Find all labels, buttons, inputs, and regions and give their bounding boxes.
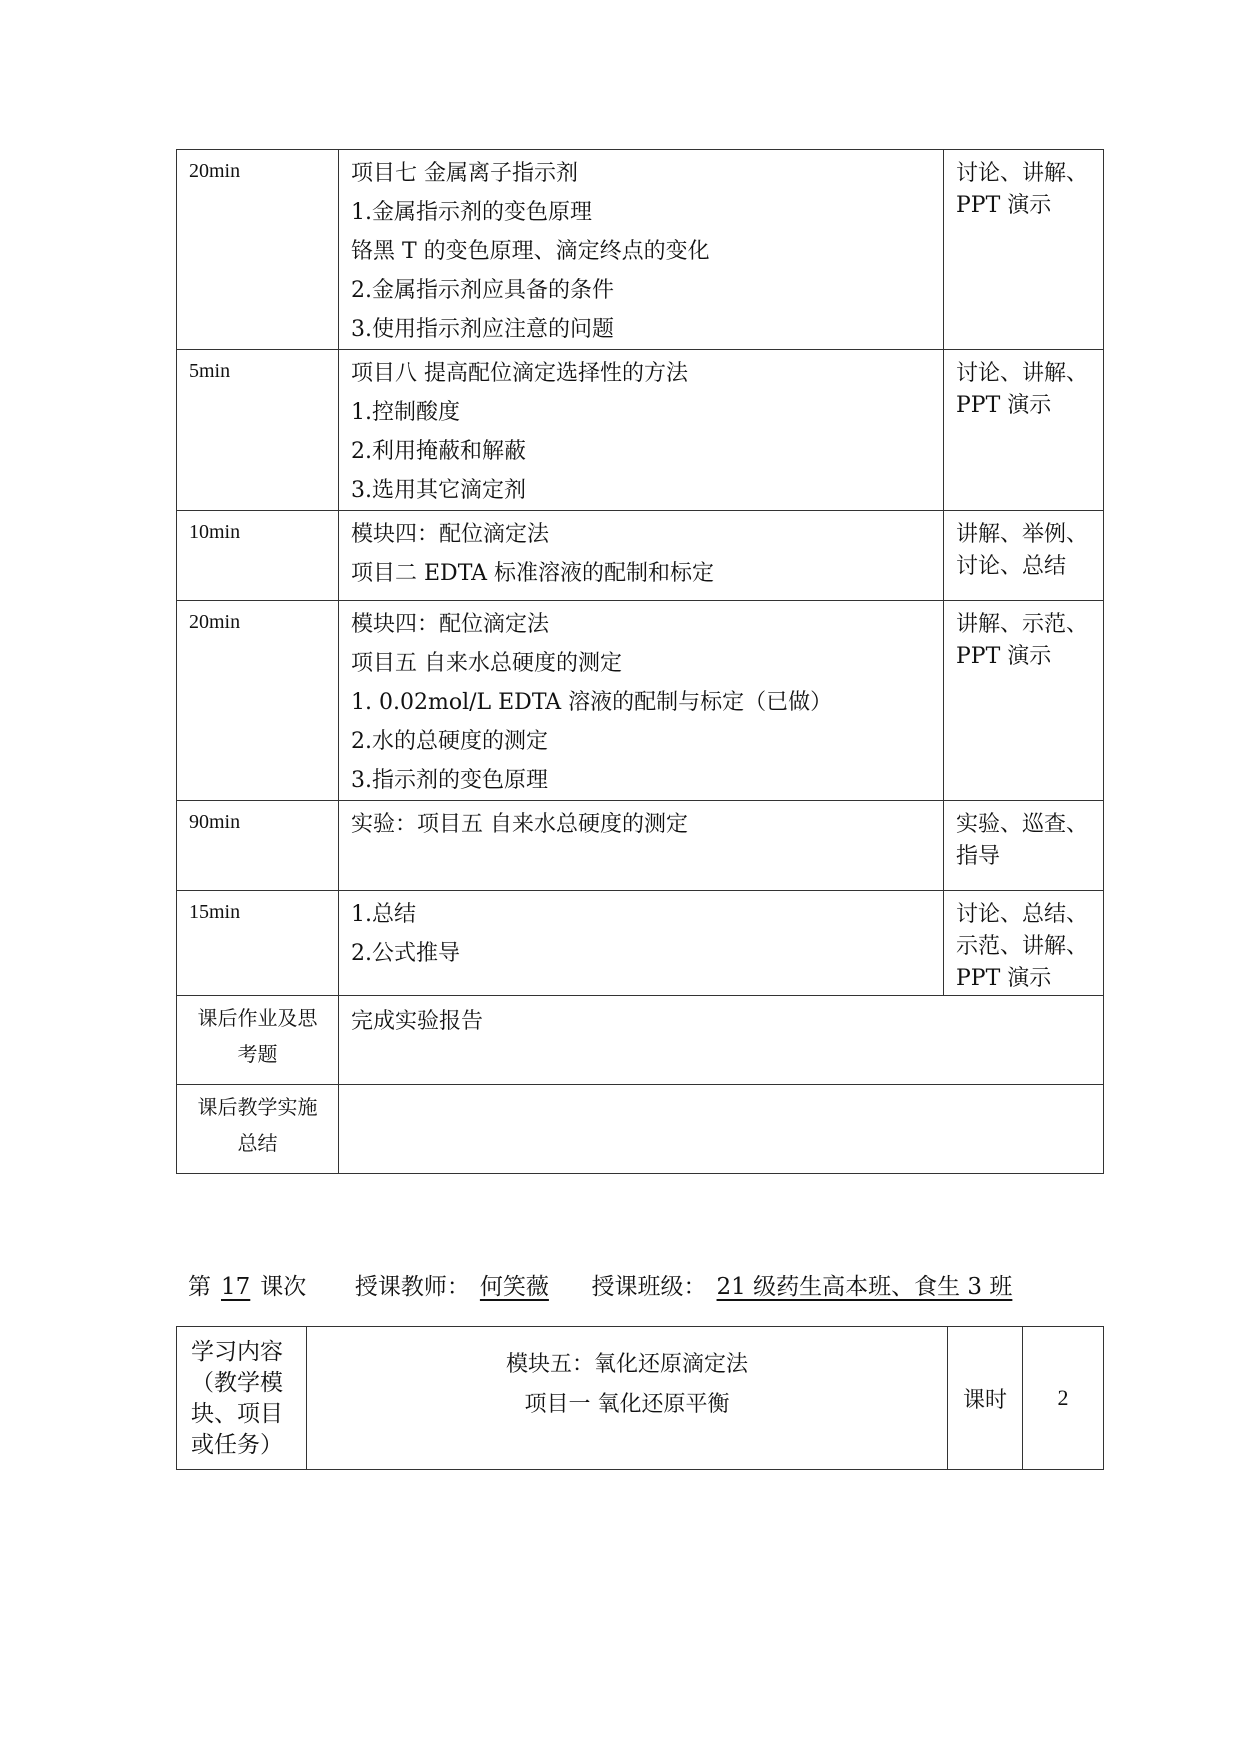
method-cell (944, 350, 1104, 511)
summary-value (339, 1085, 1104, 1174)
content-cell (339, 511, 944, 601)
method-line: 指导 (956, 844, 1001, 869)
lesson-prefix: 第 (188, 1274, 211, 1300)
label-line: 课后作业及思 (197, 1006, 318, 1030)
lesson-header (188, 1268, 1022, 1301)
content-line: 项目八 提高配位滴定选择性的方法 (351, 361, 688, 386)
method-cell (944, 601, 1104, 801)
schedule-table (176, 149, 1104, 1174)
method-line: 讨论、总结、 (956, 902, 1089, 927)
method-line: PPT 演示 (956, 644, 1052, 669)
content-cell (339, 350, 944, 511)
content-line: 3.选用其它滴定剂 (351, 478, 526, 503)
content-line: 模块四：配位滴定法 (351, 612, 550, 637)
label-line: 总结 (237, 1131, 278, 1155)
teacher-name: 何笑薇 (479, 1274, 549, 1300)
content-line: 3.使用指示剂应注意的问题 (351, 317, 614, 342)
content-cell (339, 150, 944, 350)
method-cell (944, 511, 1104, 601)
time-cell: 20min (177, 150, 339, 350)
study-table (176, 1326, 1104, 1470)
content-line: 1.金属指示剂的变色原理 (351, 200, 592, 225)
label-line: 或任务） (191, 1432, 283, 1458)
content-line: 1.控制酸度 (351, 400, 460, 425)
method-cell (944, 150, 1104, 350)
content-line: 1. 0.02mol/L EDTA 溶液的配制与标定（已做） (351, 690, 833, 715)
method-line: 示范、讲解、 (956, 934, 1089, 959)
table-row (177, 801, 1104, 891)
homework-label (177, 996, 339, 1085)
method-line: 讲解、示范、 (956, 612, 1089, 637)
homework-row (177, 996, 1104, 1085)
time-cell: 20min (177, 601, 339, 801)
study-content (307, 1327, 948, 1470)
time-cell: 90min (177, 801, 339, 891)
class-label: 授课班级： (591, 1274, 707, 1300)
lesson-number: 17 (221, 1274, 251, 1300)
method-line: 讨论、总结 (956, 554, 1067, 579)
label-line: （教学模 (191, 1370, 283, 1396)
content-line: 模块四：配位滴定法 (351, 522, 550, 547)
time-cell: 5min (177, 350, 339, 511)
study-body (177, 1327, 1104, 1470)
content-line: 3.指示剂的变色原理 (351, 768, 548, 793)
content-cell (339, 601, 944, 801)
content-line: 项目五 自来水总硬度的测定 (351, 651, 622, 676)
content-line: 项目二 EDTA 标准溶液的配制和标定 (351, 561, 715, 586)
table-row (177, 350, 1104, 511)
schedule-body (177, 150, 1104, 1174)
method-line: PPT 演示 (956, 193, 1052, 218)
lesson-suffix: 课次 (260, 1274, 307, 1300)
content-line: 1.总结 (351, 902, 416, 927)
hours-label: 课时 (948, 1327, 1023, 1470)
label-line: 考题 (237, 1042, 278, 1066)
method-line: 讲解、举例、 (956, 522, 1089, 547)
time-cell: 15min (177, 891, 339, 996)
table-row (177, 511, 1104, 601)
method-line: PPT 演示 (956, 966, 1052, 991)
content-cell (339, 891, 944, 996)
hours-value: 2 (1023, 1327, 1104, 1470)
class-name: 21 级药生高本班、食生 3 班 (716, 1274, 1013, 1300)
teacher-label: 授课教师： (354, 1274, 470, 1300)
label-line: 学习内容 (191, 1339, 283, 1365)
content-line: 2.公式推导 (351, 941, 460, 966)
content-line: 铬黑 T 的变色原理、滴定终点的变化 (351, 239, 710, 264)
content-line: 模块五：氧化还原滴定法 (505, 1352, 748, 1377)
method-cell (944, 891, 1104, 996)
content-line: 项目七 金属离子指示剂 (351, 161, 578, 186)
label-line: 块、项目 (191, 1401, 283, 1427)
label-line: 课后教学实施 (197, 1095, 318, 1119)
method-line: PPT 演示 (956, 393, 1052, 418)
table-row (177, 1327, 1104, 1470)
content-line: 项目一 氧化还原平衡 (524, 1392, 730, 1417)
table-row (177, 150, 1104, 350)
method-line: 讨论、讲解、 (956, 361, 1089, 386)
content-line: 实验：项目五 自来水总硬度的测定 (351, 812, 688, 837)
time-cell: 10min (177, 511, 339, 601)
summary-row (177, 1085, 1104, 1174)
method-line: 实验、巡查、 (956, 812, 1089, 837)
method-cell (944, 801, 1104, 891)
table-row (177, 601, 1104, 801)
table-row (177, 891, 1104, 996)
summary-label (177, 1085, 339, 1174)
content-line: 2.金属指示剂应具备的条件 (351, 278, 614, 303)
content-cell (339, 801, 944, 891)
study-label (177, 1327, 307, 1470)
method-line: 讨论、讲解、 (956, 161, 1089, 186)
homework-value: 完成实验报告 (339, 996, 1104, 1085)
content-line: 2.利用掩蔽和解蔽 (351, 439, 526, 464)
content-line: 2.水的总硬度的测定 (351, 729, 548, 754)
